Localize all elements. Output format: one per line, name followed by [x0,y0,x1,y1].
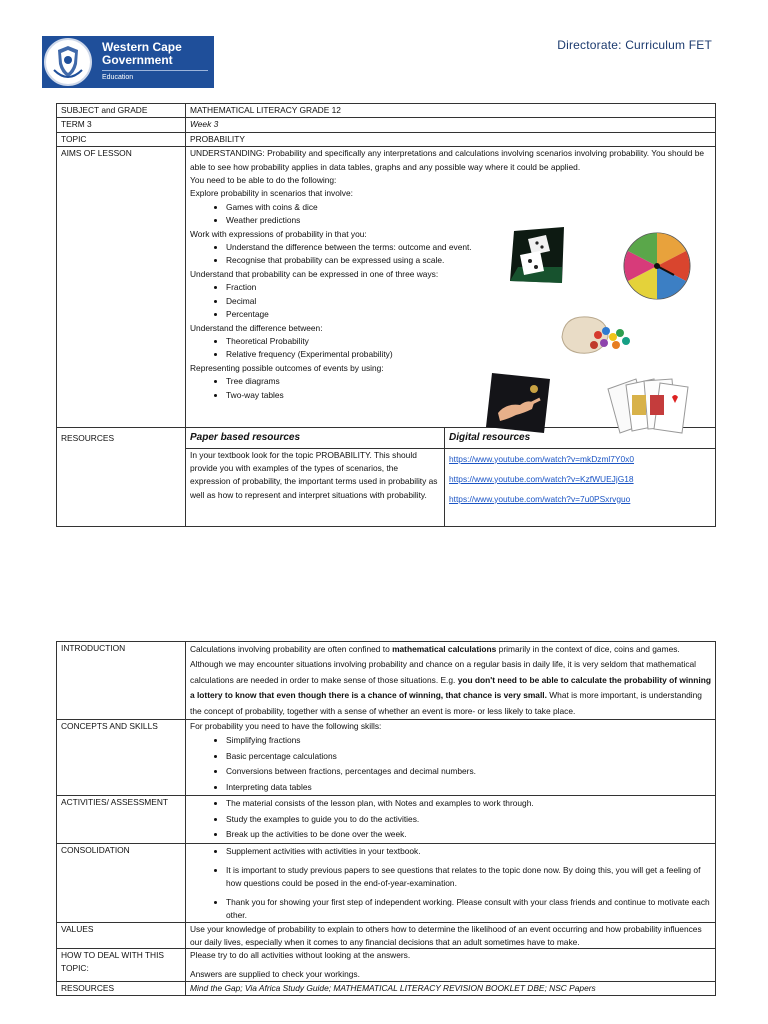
logo-divider [102,70,208,71]
concepts-label: CONCEPTS AND SKILLS [57,720,186,796]
intro-text-2: primarily in the context of dice, coins and games. Although we may encounter situations involving probability and chance on a regular basis in daily life, it is very seldom that mathematical calculations are needed in order to make sense of those situations. E.g. [190,644,697,685]
youtube-link-1[interactable]: https://www.youtube.com/watch?v=mkDzml7Y0x0 [449,453,635,464]
western-cape-government-logo [42,36,214,88]
topic-value: PROBABILITY [186,132,716,146]
list-item: • Interpreting data tables [226,780,711,796]
list-item: • Games with coins & dice [226,201,711,214]
activities-label: ACTIVITIES/ ASSESSMENT [57,796,186,844]
intro-text-1: Calculations involving probability are often confined to [190,644,393,654]
explore-list [190,201,711,228]
aims-representing: Representing possible outcomes of events by using: [190,362,384,373]
list-item: • Basic percentage calculations [226,749,711,765]
list-item: • Supplement activities with activities in your textbook. [226,844,711,860]
deal-with-topic-content [186,949,716,982]
aims-row [57,147,716,428]
deal-text-2: Answers are supplied to check your workings. [190,968,360,979]
list-item: • Two-way tables [226,389,711,402]
concepts-row [57,720,716,796]
activities-row [57,796,716,844]
coat-of-arms-icon [44,38,92,86]
list-item: • Understand the difference between the terms: outcome and event. [226,241,711,254]
aims-explore: Explore probability in scenarios that involve: [190,188,353,199]
aims-label: AIMS OF LESSON [57,147,186,428]
logo-line-1: Western Cape [102,40,182,54]
concepts-list [190,733,711,795]
coin-flip-hand-icon [484,369,552,435]
aims-ways: Understand that probability can be expressed in one of three ways: [190,268,439,279]
list-item: • The material consists of the lesson plan, with Notes and examples to work through. [226,796,711,812]
activities-content [186,796,716,844]
aims-need: You need to be able to do the following: [190,175,337,186]
list-item: • Relative frequency (Experimental probability) [226,348,711,361]
resources-text: Mind the Gap; Via Africa Study Guide; MATHEMATICAL LITERACY REVISION BOOKLET DBE; NSC Papers [186,982,716,996]
intro-text-3: What is more important, is understanding the concept of probability, together with a sense of whether an event is more- or less likely to take place. [190,690,702,716]
paper-resources-text: In your textbook look for the topic PROBABILITY. This should provide you with examples of the types of scenarios, the expression of probability, the important terms used in probability as well as how to represent and interpret situations with probability. [186,448,445,526]
values-label: VALUES [57,923,186,949]
list-item: • Fraction [226,281,711,294]
consolidation-content [186,843,716,923]
consolidation-list [190,844,711,923]
subject-row [57,104,716,118]
topic-row [57,132,716,146]
resources-label: RESOURCES [57,428,186,526]
youtube-link-3[interactable]: https://www.youtube.com/watch?v=7u0PSxrvguo [449,493,631,504]
activities-list [190,796,711,843]
list-item: • Percentage [226,308,711,321]
list-item: • It is important to study previous papers to see questions that relates to the topic done now. By doing this, you will get a feeling of how questions could be posed in the end-of-year-examination. [226,864,711,890]
playing-cards-icon [602,373,692,437]
introduction-label: INTRODUCTION [57,642,186,720]
topic-label: TOPIC [57,132,186,146]
spinner-wheel-icon [622,231,692,301]
term-label: TERM 3 [57,118,186,132]
intro-bold-2: you don't need to be able to calculate the probability of winning a lottery to know that even though there is a chance of winning, that chance is very small. [190,674,711,701]
values-row [57,923,716,949]
lesson-details-table [56,641,716,996]
list-item: • Study the examples to guide you to do the activities. [226,812,711,828]
paper-resources-title: Paper based resources [190,432,301,444]
subject-label: SUBJECT and GRADE [57,104,186,118]
youtube-link-2[interactable]: https://www.youtube.com/watch?v=KzfWUEJjG18 [449,473,634,484]
list-item: • Thank you for showing your first step of independent working. Please consult with your class friends and continue to motivate each other. [226,896,711,922]
list-item: • Simplifying fractions [226,733,711,749]
marbles-bag-icon [558,307,640,361]
term-row [57,118,716,132]
concepts-intro: For probability you need to have the following skills: [190,721,382,732]
lesson-overview-table [56,103,716,527]
subject-value: MATHEMATICAL LITERACY GRADE 12 [186,104,716,118]
consolidation-label: CONSOLIDATION [57,843,186,923]
aims-intro: UNDERSTANDING: Probability and specifically any interpretations and calculations involving scenarios involving probability. You should be able to see how probability applies in data tables, graphs and any possible way where it could be applied. [190,148,705,172]
page-header [0,0,768,100]
aims-difference: Understand the difference between: [190,322,323,333]
digital-resources-title: Digital resources [449,432,531,444]
list-item: • Break up the activities to be done over the week. [226,827,711,843]
resources-row [57,982,716,996]
list-item: • Theoretical Probability [226,335,711,348]
paper-resources-heading [186,428,445,448]
resources-label-2: RESOURCES [57,982,186,996]
logo-line-3: Education [102,74,134,81]
list-item: • Recognise that probability can be expressed using a scale. [226,254,711,267]
concepts-content [186,720,716,796]
introduction-text [186,642,716,720]
logo-line-2: Government [102,53,173,67]
deal-with-topic-row [57,949,716,982]
directorate-title: Directorate: Curriculum FET [557,38,712,52]
aims-content [186,147,716,428]
list-item: • Weather predictions [226,214,711,227]
deal-with-topic-label: HOW TO DEAL WITH THIS TOPIC: [57,949,186,982]
aims-expressions: Work with expressions of probability in that you: [190,228,367,239]
list-item: • Tree diagrams [226,375,711,388]
intro-bold-1: mathematical calculations [392,644,497,654]
term-value: Week 3 [186,118,716,132]
list-item: • Conversions between fractions, percentages and decimal numbers. [226,764,711,780]
list-item: • Decimal [226,295,711,308]
dice-image-icon [508,227,566,285]
introduction-row [57,642,716,720]
consolidation-row [57,843,716,923]
digital-resources-links [445,448,716,526]
deal-text-1: Please try to do all activities without looking at the answers. [190,950,411,961]
values-text: Use your knowledge of probability to explain to others how to determine the likelihood of an event occurring and how probability influences our daily lives, especially when it comes to any financial decisions that an adult sometimes have to make. [186,923,716,949]
